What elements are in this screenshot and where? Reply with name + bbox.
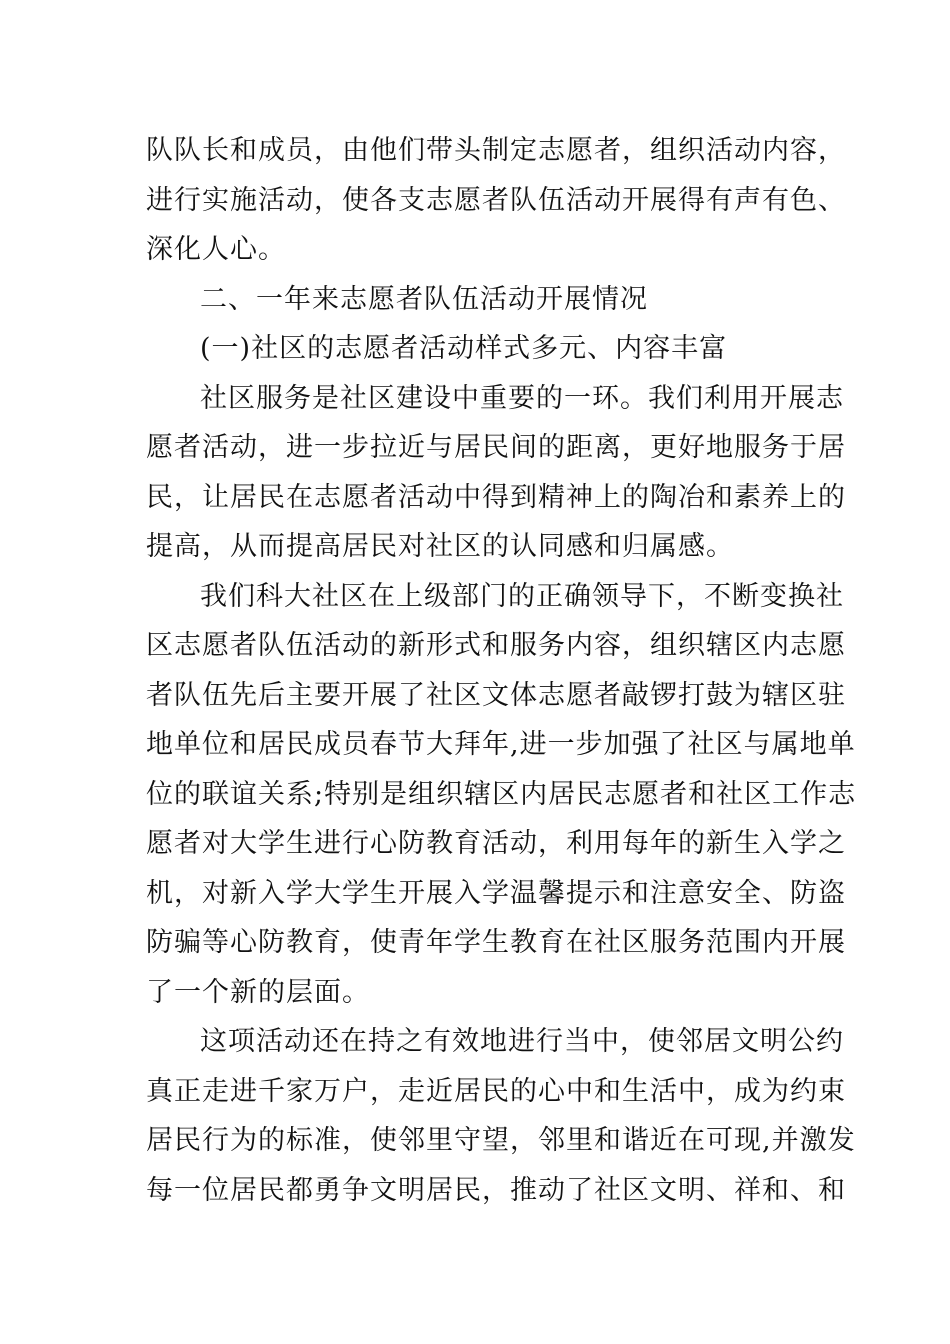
text-line: 地单位和居民成员春节大拜年,进一步加强了社区与属地单 bbox=[146, 729, 856, 760]
text-line: 真正走进千家万户，走近居民的心中和生活中，成为约束 bbox=[146, 1076, 846, 1107]
subsection-heading: (一)社区的志愿者活动样式多元、内容丰富 bbox=[200, 333, 728, 364]
text-line: 机，对新入学大学生开展入学温馨提示和注意安全、防盗 bbox=[146, 878, 846, 909]
text-line: 我们科大社区在上级部门的正确领导下，不断变换社 bbox=[200, 581, 844, 612]
text-line: 位的联谊关系;特别是组织辖区内居民志愿者和社区工作志 bbox=[146, 779, 857, 810]
text-line: 提高，从而提高居民对社区的认同感和归属感。 bbox=[146, 531, 734, 562]
text-line: 社区服务是社区建设中重要的一环。我们利用开展志 bbox=[200, 383, 844, 414]
text-line: 民，让居民在志愿者活动中得到精神上的陶冶和素养上的 bbox=[146, 482, 846, 513]
section-heading: 二、一年来志愿者队伍活动开展情况 bbox=[200, 284, 648, 315]
text-line: 愿者对大学生进行心防教育活动，利用每年的新生入学之 bbox=[146, 828, 846, 859]
text-line: 居民行为的标准，使邻里守望，邻里和谐近在可现,并激发 bbox=[146, 1125, 856, 1156]
text-line: 这项活动还在持之有效地进行当中，使邻居文明公约 bbox=[200, 1026, 844, 1057]
text-line: 每一位居民都勇争文明居民，推动了社区文明、祥和、和 bbox=[146, 1175, 846, 1206]
text-line: 了一个新的层面。 bbox=[146, 977, 370, 1008]
text-line: 区志愿者队伍活动的新形式和服务内容，组织辖区内志愿 bbox=[146, 630, 846, 661]
text-line: 愿者活动，进一步拉近与居民间的距离，更好地服务于居 bbox=[146, 432, 846, 463]
text-line: 者队伍先后主要开展了社区文体志愿者敲锣打鼓为辖区驻 bbox=[146, 680, 846, 711]
text-line: 防骗等心防教育，使青年学生教育在社区服务范围内开展 bbox=[146, 927, 846, 958]
text-line: 深化人心。 bbox=[146, 234, 286, 265]
text-line: 队队长和成员，由他们带头制定志愿者，组织活动内容， bbox=[146, 135, 846, 166]
text-line: 进行实施活动，使各支志愿者队伍活动开展得有声有色、 bbox=[146, 185, 846, 216]
